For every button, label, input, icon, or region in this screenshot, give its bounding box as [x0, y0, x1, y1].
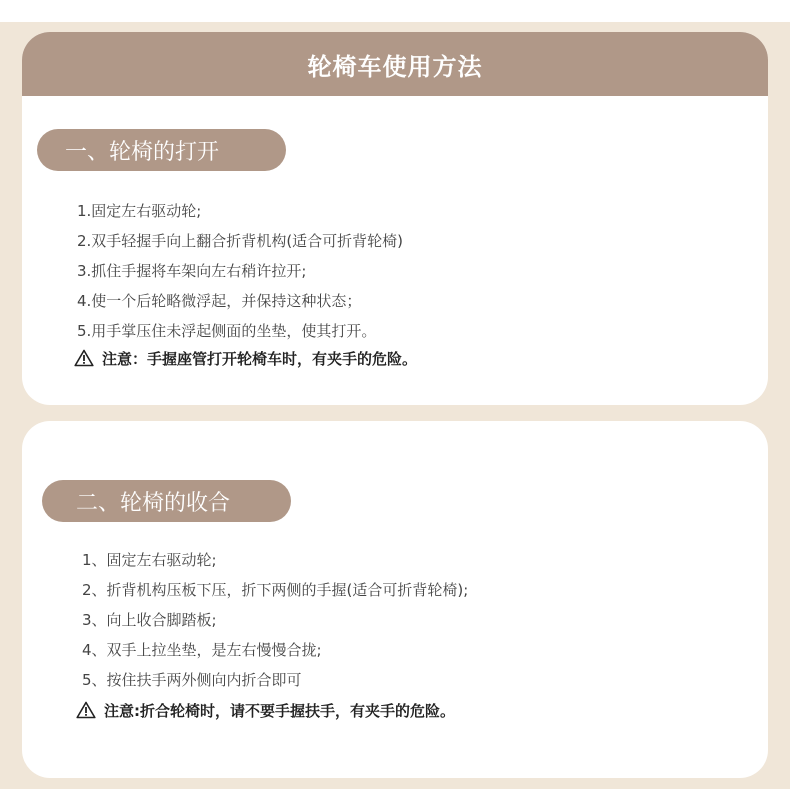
step-list-open: [77, 196, 403, 346]
page-title: 轮椅车使用方法: [22, 32, 768, 96]
list-item: 4.使一个后轮略微浮起，并保持这种状态；: [77, 292, 362, 310]
list-item: 3.抓住手握将车架向左右稍许拉开;: [77, 262, 307, 280]
warning-text-open: 注意：手握座管打开轮椅车时，有夹手的危险。: [102, 349, 418, 368]
warning-triangle-icon: [76, 701, 96, 719]
step-list-fold: [82, 545, 468, 695]
card-fold-instructions: [22, 421, 768, 778]
list-item: 4、双手上拉坐垫，是左右慢慢合拢;: [82, 641, 322, 659]
list-item: 1.固定左右驱动轮;: [77, 202, 202, 220]
section-heading-fold: 二、轮椅的收合: [42, 480, 291, 522]
list-item: 5.用手掌压住未浮起侧面的坐垫，使其打开。: [77, 322, 377, 340]
warning-triangle-icon: [74, 349, 94, 367]
list-item: 5、按住扶手两外侧向内折合即可: [82, 671, 302, 689]
list-item: 2、折背机构压板下压，折下两侧的手握(适合可折背轮椅);: [82, 581, 469, 599]
warning-note-fold: [76, 697, 455, 723]
section-heading-open: 一、轮椅的打开: [37, 129, 286, 171]
card-open-instructions: [22, 32, 768, 405]
warning-note-open: [74, 345, 417, 371]
list-item: 1、固定左右驱动轮;: [82, 551, 217, 569]
top-strip: [0, 0, 790, 22]
list-item: 3、向上收合脚踏板;: [82, 611, 217, 629]
list-item: 2.双手轻握手向上翻合折背机构(适合可折背轮椅): [77, 232, 404, 250]
warning-text-fold: 注意:折合轮椅时，请不要手握扶手，有夹手的危险。: [104, 701, 456, 720]
